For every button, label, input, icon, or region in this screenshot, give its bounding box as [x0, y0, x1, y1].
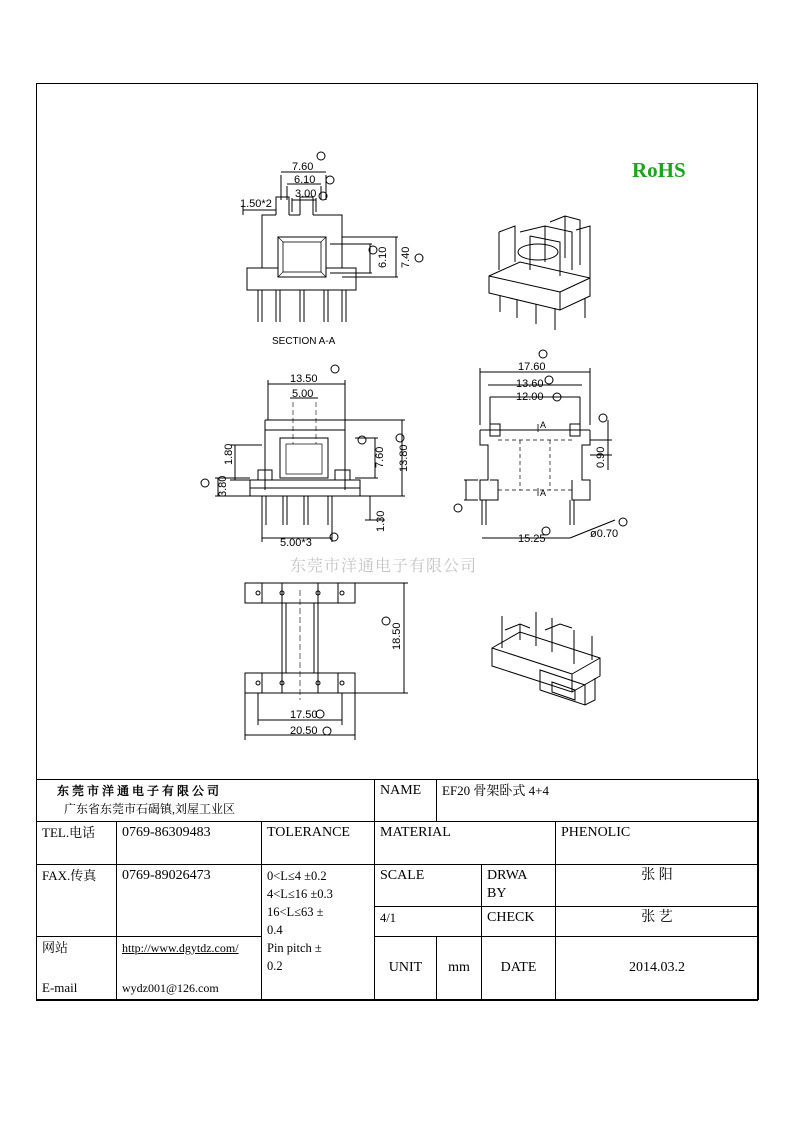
tol-line-5: Pin pitch ± [267, 941, 322, 955]
dim-17-50: 17.50 [290, 709, 318, 721]
dim-6-10-top: 6.10 [294, 174, 316, 186]
date-value: 2014.03.2 [556, 937, 759, 1000]
dim-6-10-side: 6.10 [377, 246, 389, 268]
bottom-view [245, 583, 408, 740]
dim-15-25: 15.25 [518, 533, 546, 545]
company-address: 广东省东莞市石碣镇,刘屋工业区 [64, 802, 236, 816]
fax-value: 0769-89026473 [117, 865, 262, 937]
dim-20-50: 20.50 [290, 725, 318, 737]
dim-13-60: 13.60 [516, 378, 544, 390]
name-value: EF20 骨架卧式 4+4 [437, 780, 759, 822]
dim-1-30: 1.30 [375, 510, 387, 532]
isometric-view-top [489, 216, 590, 330]
website-link[interactable]: http://www.dgytdz.com/ [122, 941, 239, 955]
dim-1-80: 1.80 [223, 443, 235, 465]
company-name: 东 莞 市 洋 通 电 子 有 限 公 司 [57, 784, 220, 798]
tol-line-2: 4<L≤16 ±0.3 [267, 887, 333, 901]
dim-0-90: 0.90 [595, 446, 607, 468]
section-mark-a-top: A [540, 420, 547, 430]
check-value: 张 艺 [556, 907, 759, 937]
dim-5-00: 5.00 [292, 388, 314, 400]
rohs-label: RoHS [632, 158, 686, 182]
dim-13-80: 13.80 [398, 444, 410, 472]
tol-line-1: 0<L≤4 ±0.2 [267, 869, 327, 883]
material-label: MATERIAL [375, 822, 556, 865]
dim-7-60-side: 7.60 [374, 446, 386, 468]
name-label: NAME [375, 780, 437, 822]
tol-line-6: 0.2 [267, 959, 283, 973]
drwaby-label-line2: BY [487, 886, 507, 901]
dim-phi-0-70: ø0.70 [590, 528, 619, 540]
email-label: E-mail [42, 980, 78, 995]
tol-line-3: 16<L≤63 ± [267, 905, 324, 919]
dim-5-00x3: 5.00*3 [280, 537, 312, 549]
check-label: CHECK [482, 907, 556, 937]
unit-value: mm [437, 937, 482, 1000]
tel-label: TEL.电话 [37, 822, 117, 865]
tolerance-values [262, 865, 375, 1000]
dim-1-50x2: 1.50*2 [240, 198, 272, 210]
section-mark-a-bottom: A [540, 488, 547, 498]
dim-7-40: 7.40 [400, 246, 412, 268]
contact-labels [37, 937, 117, 1000]
drwaby-label-line1: DRWA [487, 868, 528, 883]
date-label: DATE [482, 937, 556, 1000]
tolerance-label: TOLERANCE [262, 822, 375, 865]
section-view [243, 152, 423, 322]
drwaby-label [482, 865, 556, 907]
dim-3-80: 3.80 [217, 475, 229, 497]
scale-label: SCALE [375, 865, 482, 907]
unit-label: UNIT [375, 937, 437, 1000]
tel-value: 0769-86309483 [117, 822, 262, 865]
watermark: 东莞市洋通电子有限公司 [290, 556, 478, 575]
isometric-view-bottom [492, 612, 600, 705]
website-label: 网站 [42, 940, 69, 955]
contact-values [117, 937, 262, 1000]
section-label: SECTION A-A [272, 336, 336, 347]
dim-7-60-top: 7.60 [292, 161, 314, 173]
fax-label: FAX.传真 [37, 865, 117, 937]
material-value: PHENOLIC [556, 822, 759, 865]
dim-17-60: 17.60 [518, 361, 546, 373]
drwaby-value: 张 阳 [556, 865, 759, 907]
scale-value: 4/1 [375, 907, 482, 937]
dim-18-50: 18.50 [391, 622, 403, 650]
title-block [36, 779, 759, 1000]
dim-13-50: 13.50 [290, 373, 318, 385]
dim-12-00: 12.00 [516, 391, 544, 403]
dim-3-00: 3.00 [295, 188, 317, 200]
tol-line-4: 0.4 [267, 923, 283, 937]
email-value: wydz001@126.com [122, 981, 219, 995]
